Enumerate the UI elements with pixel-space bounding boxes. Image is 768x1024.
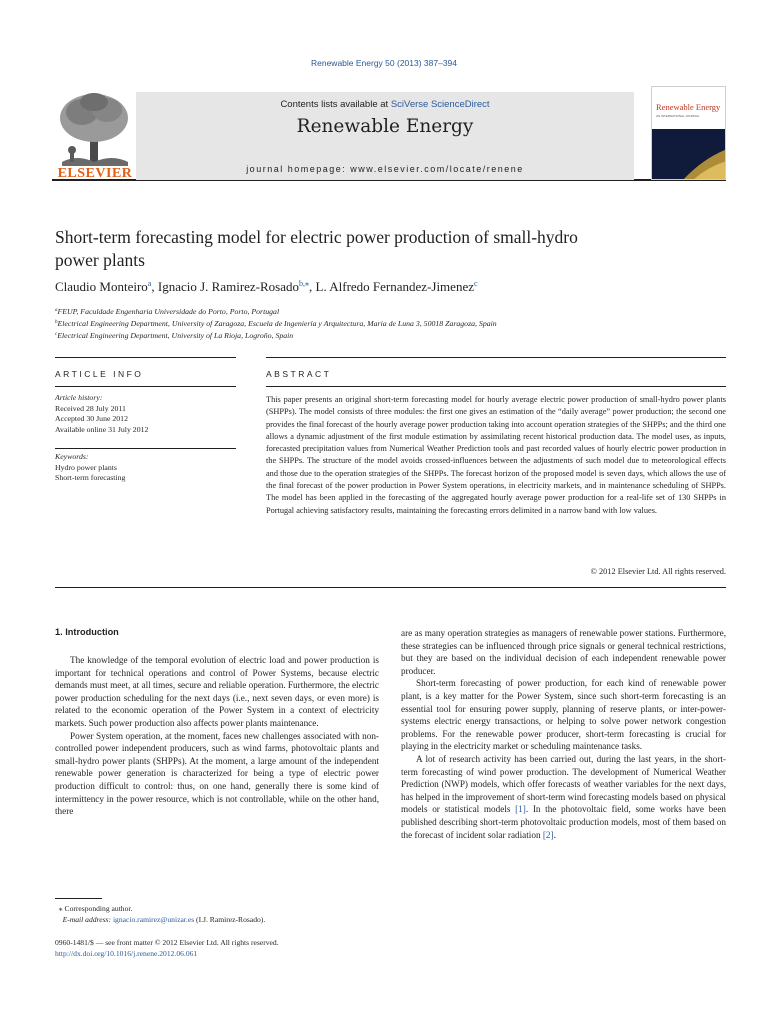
affiliation-mark: c <box>55 332 58 337</box>
affiliation-item <box>55 329 497 341</box>
divider <box>55 587 726 588</box>
issn-line: 0960-1481/$ — see front matter © 2012 Elsevier Ltd. All rights reserved. <box>55 938 279 947</box>
affiliation-mark: b <box>55 320 58 325</box>
affiliation-item <box>55 317 497 329</box>
body-column-right <box>401 627 726 841</box>
body-paragraph: The knowledge of the temporal evolution of electric load and power production is important for technical operations and control of Power Systems, because electric demands must meet, at all times, secure and reliable operation. Furthermore, the electric power production scheduling for the next days (i.e., next seven days, or even more) is related to the economic operation of the Power System in a context of electricity markets. Such power production also affects power plants maintenance. <box>55 655 379 728</box>
article-info-heading: ARTICLE INFO <box>55 369 144 379</box>
body-paragraph <box>401 753 726 841</box>
history-label: Article history: <box>55 393 103 402</box>
author-name[interactable]: L. Alfredo Fernandez-Jimenez <box>315 279 474 294</box>
abstract-heading: ABSTRACT <box>266 369 332 379</box>
abstract-text: This paper presents an original short-term forecasting model for hourly average electric power production of small-hydro power plants (SHPPs). The model consists of three modules: the first one gives an estimation of the “daily average” power production; the second one provides the final forecast of the hourly average power production taking into account operation strategies of the SHPPs; and the third one allows a dynamic adjustment of the first module estimation by assimilating recent historical production data. The model uses, as inputs, forecasted precipitation values from Numerical Weather Prediction tools and past recorded values of hourly electric power production in the SHPPs. The structure of the model avoids crossed-influences between the adjustments of such model due to meteorological effects and those due to the operation strategies of the SHPPs. The forecast horizon of the proposed model is seven days, which allows the use of the final forecast of the power production in Power System operations, in electricity markets, and in maintenance scheduling of SHPPs. The model has been applied in the forecasting of the aggregated hourly average power production for a real-life set of 130 SHPPs in Portugal achieving satisfactory results, maintaining the forecasting errors delimited in a narrow band with low values. <box>266 395 726 515</box>
citation-link[interactable]: [1] <box>515 804 526 815</box>
article-history <box>55 393 235 435</box>
citation-link[interactable]: [2] <box>542 829 554 840</box>
affiliation-mark[interactable]: a <box>147 279 152 288</box>
footnote <box>55 903 265 925</box>
footnote-divider <box>55 898 102 899</box>
body-paragraph: are as many operation strategies as managers of renewable power stations. Furthermore, these strategies can be influenced through price signals or general technical restrictions, but they are based on the individual decision of each independent renewable power producer. <box>401 628 726 676</box>
cover-title: Renewable Energy <box>656 102 721 112</box>
affiliation-mark: a <box>55 308 58 313</box>
author-name[interactable]: Claudio Monteiro <box>55 279 148 294</box>
paragraph-text: . In the photovoltaic field, some works have been published describing short-term photovoltaic production models, most of them based on the forecast of incident solar radiation <box>401 804 726 840</box>
elsevier-tree-logo <box>52 90 138 178</box>
affiliation-text: FEUP, Faculdade Engenharia Universidade do Porto, Porto, Portugal <box>57 307 280 316</box>
affiliation-mark[interactable]: b,⁎ <box>299 279 310 288</box>
keywords <box>55 452 235 484</box>
contents-line <box>136 99 634 110</box>
email-suffix: (I.J. Ramirez-Rosado). <box>194 915 266 924</box>
journal-header <box>52 86 726 181</box>
paper-title-line-2: power plants <box>55 250 145 270</box>
author-name[interactable]: Ignacio J. Ramirez-Rosado <box>157 279 300 294</box>
received-date: Received 28 July 2011 <box>55 403 126 413</box>
journal-homepage[interactable]: journal homepage: www.elsevier.com/locate/renene <box>246 164 524 174</box>
affiliation-text: Electrical Engineering Department, University of La Rioja, Logroño, Spain <box>57 331 294 340</box>
affiliation-item <box>55 305 497 317</box>
online-date: Available online 31 July 2012 <box>55 424 149 434</box>
cover-art-icon <box>652 129 726 180</box>
section-heading-introduction: 1. Introduction <box>55 627 119 637</box>
doi-link[interactable]: http://dx.doi.org/10.1016/j.renene.2012.06.061 <box>55 949 198 958</box>
paragraph-text: . <box>553 829 556 840</box>
paragraph-text: A lot of research activity has been carried out, during the last years, in the short-term forecasting of wind power production. The development of Numerical Weather Prediction (NWP) models, which offer forecasts of weather variables for the next days, has helped in the improvement of short-term wind forecasting models based on physical models or statistical models <box>401 753 726 815</box>
divider <box>55 386 236 387</box>
corresponding-author-label: Corresponding author. <box>64 904 133 913</box>
keyword-item: Short-term forecasting <box>55 473 126 483</box>
contents-prefix: Contents lists available at <box>280 99 391 110</box>
affiliation-mark[interactable]: c <box>473 279 478 288</box>
accepted-date: Accepted 30 June 2012 <box>55 414 128 424</box>
body-paragraph: Short-term forecasting of power production, for each kind of renewable power plant, is a key matter for the Power System, since such short-term forecasting is an essential tool for ensuring power supply, planning of reserve plants, or inter-power-systems electric energy transactions, or helping to solve power network congestion problems. For the renewable power producer, short-term forecasting is crucial for playing in the electricity market or scheduling maintenance tasks. <box>401 678 726 752</box>
divider <box>266 386 726 387</box>
journal-banner <box>136 92 634 180</box>
abstract-copyright: © 2012 Elsevier Ltd. All rights reserved. <box>590 567 726 576</box>
paper-title-line-1: Short-term forecasting model for electric power production of small-hydro <box>55 227 578 247</box>
affiliations <box>55 305 497 341</box>
author-separator: , <box>151 279 158 294</box>
author-email-link[interactable]: ignacio.ramirez@unizar.es <box>112 915 195 924</box>
elsevier-wordmark[interactable]: ELSEVIER <box>57 166 133 181</box>
body-column-left <box>55 654 379 818</box>
body-paragraph: Power System operation, at the moment, faces new challenges associated with non-controlled power independent producers, such as wind farms, photovoltaic plants and small-hydro power plants (SHPPs). At the moment, a large amount of the independent renewable power generation is characterized for being a type of electric power production difficult to control: thus, on one hand, generally there is some kind of intermittency in the power resource, which is not controllable, while on the other hand, there <box>55 730 379 817</box>
keywords-label: Keywords: <box>55 452 89 461</box>
journal-cover-thumbnail[interactable] <box>651 86 726 180</box>
cover-subtitle: AN INTERNATIONAL JOURNAL <box>656 114 700 118</box>
cover-image <box>652 129 726 180</box>
author-list <box>55 279 478 295</box>
author-separator: , <box>309 279 316 294</box>
paper-title <box>55 226 715 272</box>
divider <box>55 357 236 358</box>
divider <box>55 448 236 449</box>
keyword-item: Hydro power plants <box>55 462 117 472</box>
journal-name: Renewable Energy <box>296 116 474 137</box>
footnote-mark: ⁎ <box>58 904 63 913</box>
divider <box>266 357 726 358</box>
email-label: E-mail address: <box>62 915 113 924</box>
affiliation-text: Electrical Engineering Department, University of Zaragoza, Escuela de Ingeniería y Arquitectura, Maria de Luna 3, 50018 Zaragoza, Spain <box>57 319 497 328</box>
issn-block <box>55 937 279 959</box>
journal-citation[interactable]: Renewable Energy 50 (2013) 387–394 <box>310 58 458 68</box>
sciencedirect-link[interactable]: SciVerse ScienceDirect <box>390 99 490 110</box>
